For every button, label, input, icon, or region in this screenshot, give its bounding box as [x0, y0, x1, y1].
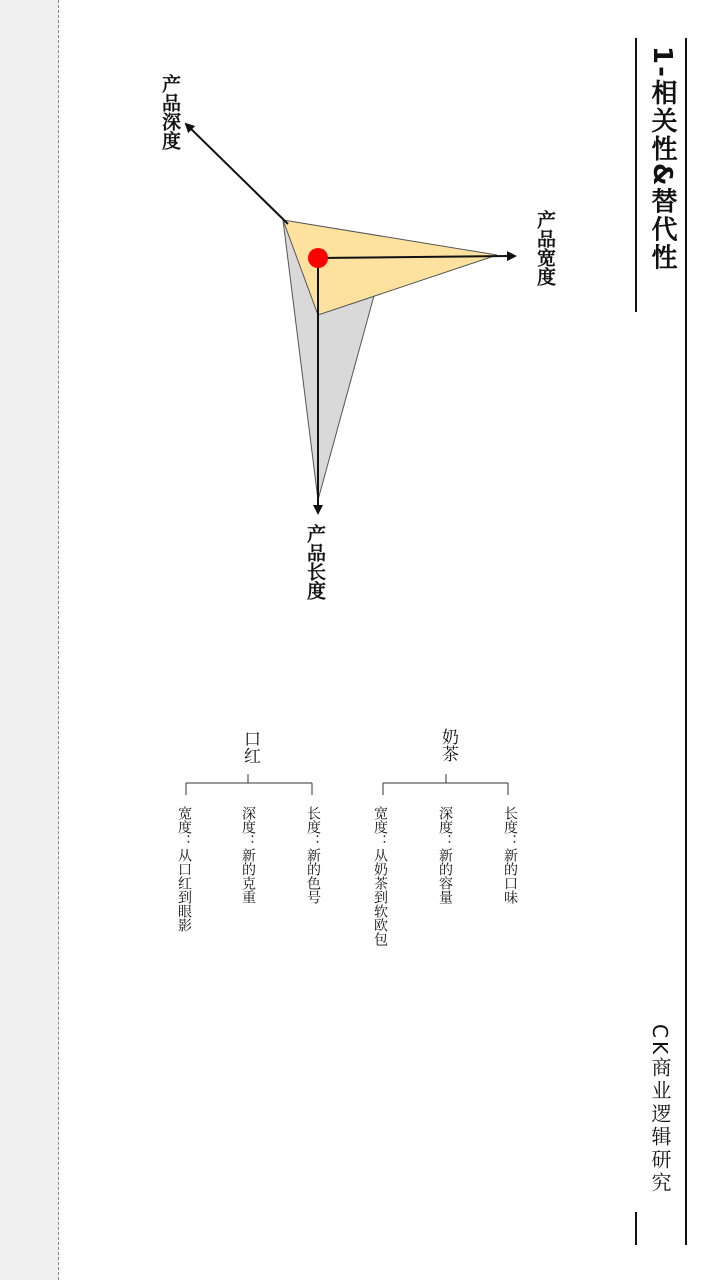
- milktea-brace: [383, 774, 508, 795]
- brand-label: CK商业逻辑研究: [648, 1024, 672, 1196]
- milktea-item-width: 宽度：从奶茶到软欧包: [372, 806, 388, 946]
- lipstick-brace: [186, 774, 312, 795]
- lipstick-item-length: 长度：新的色号: [305, 806, 321, 904]
- depth-axis-arrow: [186, 124, 288, 224]
- milktea-item-length: 长度：新的口味: [502, 806, 518, 904]
- group-name-lipstick: 口红: [240, 730, 260, 764]
- axis-label-length: 产品长度: [304, 524, 326, 600]
- page-title: 1-相关性&替代性: [647, 46, 677, 272]
- axis-label-depth: 产品深度: [159, 74, 181, 150]
- origin-point: [308, 248, 328, 268]
- group-name-milktea: 奶茶: [438, 728, 458, 762]
- lipstick-item-depth: 深度：新的克重: [240, 806, 256, 904]
- axis-label-width: 产品宽度: [534, 210, 556, 286]
- milktea-item-depth: 深度：新的容量: [437, 806, 453, 904]
- lipstick-item-width: 宽度：从口红到眼影: [176, 806, 192, 932]
